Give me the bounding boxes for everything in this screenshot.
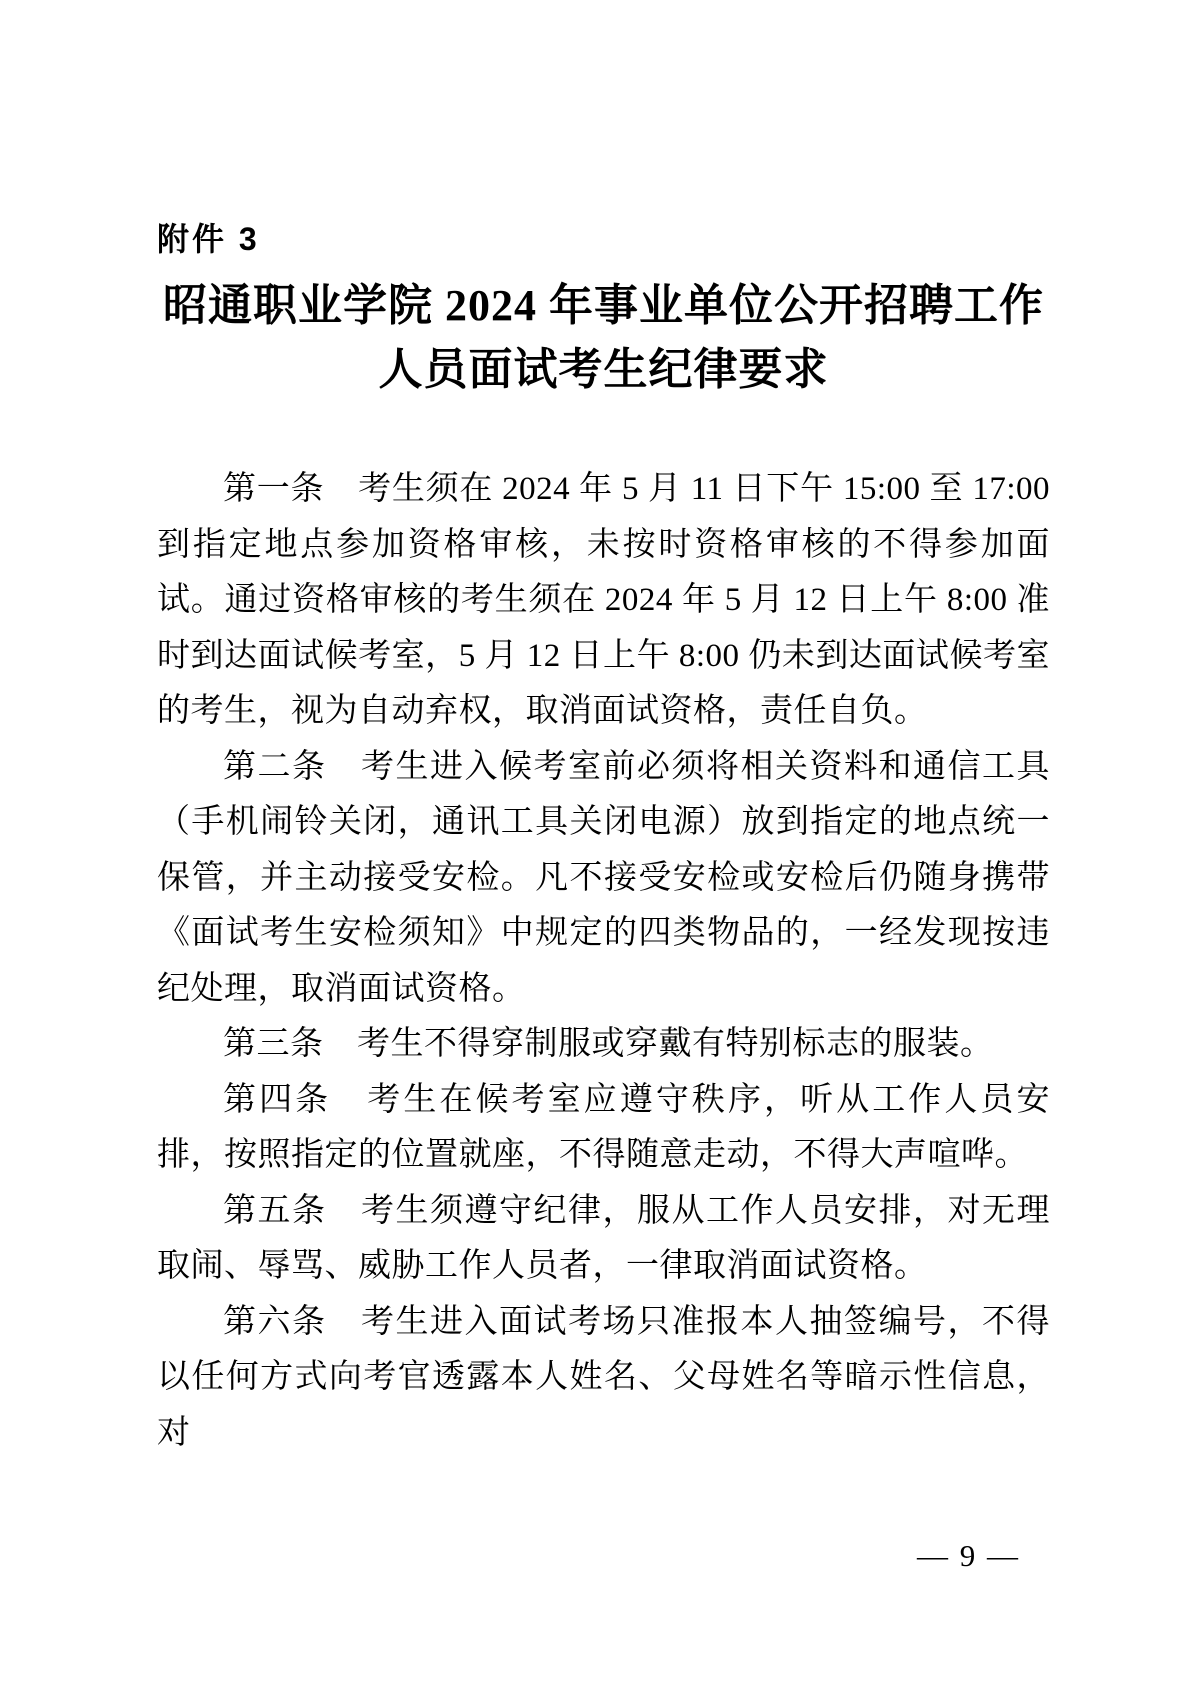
document-body	[157, 462, 1050, 1461]
paragraph-article-4: 第四条 考生在候考室应遵守秩序，听从工作人员安排，按照指定的位置就座，不得随意走动，不得大声喧哗。	[157, 1081, 1050, 1173]
paragraph-article-1: 第一条 考生须在 2024 年 5 月 11 日下午 15:00 至 17:00 到指定地点参加资格审核，未按时资格审核的不得参加面试。通过资格审核的考生须在 2024 年 5 月 12 日上午 8:00 准时到达面试候考室，5 月 12 日上午 8:00 仍未到达面试候考室的考生，视为自动弃权，取消面试资格，责任自负。	[157, 471, 1050, 729]
paragraph-article-2: 第二条 考生进入候考室前必须将相关资料和通信工具（手机闹铃关闭，通讯工具关闭电源）放到指定的地点统一保管，并主动接受安检。凡不接受安检或安检后仍随身携带《面试考生安检须知》中规定的四类物品的，一经发现按违纪处理，取消面试资格。	[157, 748, 1050, 1007]
page-number: — 9 —	[917, 1538, 1020, 1573]
paragraph-article-6: 第六条 考生进入面试考场只准报本人抽签编号，不得以任何方式向考官透露本人姓名、父母姓名等暗示性信息，对	[157, 1303, 1050, 1451]
document-content	[157, 0, 1050, 1461]
attachment-label: 附件 3	[157, 221, 260, 257]
paragraph-article-3: 第三条 考生不得穿制服或穿戴有特别标志的服装。	[223, 1026, 994, 1062]
document-title-line-1: 昭通职业学院 2024 年事业单位公开招聘工作	[163, 281, 1044, 330]
document-title-line-2: 人员面试考生纪律要求	[378, 345, 829, 394]
paragraph-article-5: 第五条 考生须遵守纪律，服从工作人员安排，对无理取闹、辱骂、威胁工作人员者，一律取消面试资格。	[157, 1192, 1050, 1284]
document-title	[157, 274, 1050, 402]
